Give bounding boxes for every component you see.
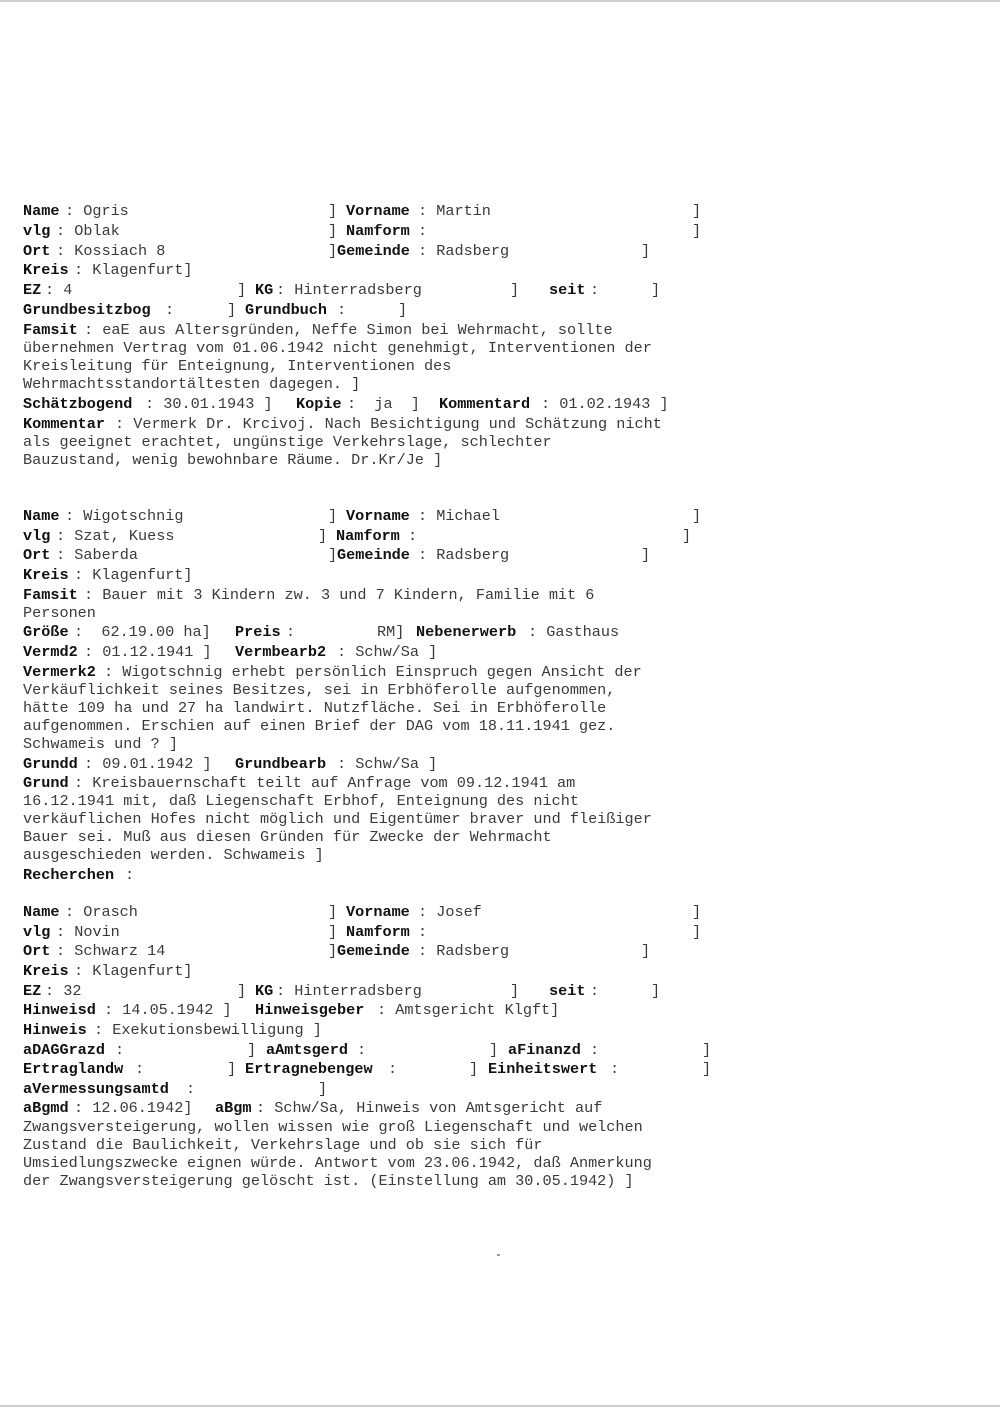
field-value: ] <box>237 982 256 1000</box>
field-value: hätte 109 ha und 27 ha landwirt. Nutzfläche. Sei in Erbhöferolle <box>23 699 607 717</box>
scan-speck <box>497 1254 500 1256</box>
field-value: ] <box>682 527 692 545</box>
field-value: : <box>418 923 428 941</box>
field-value: ] <box>237 281 256 299</box>
field-value: : Kossiach 8 <box>56 242 166 260</box>
field-label: Name <box>23 903 60 921</box>
field-label: Hinweis <box>23 1021 87 1039</box>
field-value: : Hinterradsberg <box>276 281 422 299</box>
field-label: Gemeinde <box>337 942 410 960</box>
field-value: : Klagenfurt] <box>74 962 193 980</box>
field-value: ] <box>651 982 661 1000</box>
field-label: Name <box>23 202 60 220</box>
field-value: : 32 <box>45 982 82 1000</box>
field-value: ] <box>398 301 408 319</box>
field-label: aBgm <box>215 1099 252 1117</box>
field-value: ] <box>247 1041 266 1059</box>
field-value: ] <box>692 903 702 921</box>
field-label: Ort <box>23 546 51 564</box>
field-label: Ort <box>23 242 51 260</box>
field-value: : Schw/Sa ] <box>337 755 438 773</box>
field-value: ] <box>651 281 661 299</box>
field-value: : Radsberg <box>418 546 510 564</box>
field-label: aAmtsgerd <box>266 1041 349 1059</box>
field-value: Bauer sei. Muß aus diesen Gründen für Zwecke der Wehrmacht <box>23 828 552 846</box>
field-value: : 14.05.1942 ] <box>104 1001 241 1019</box>
field-value: als geeignet erachtet, ungünstige Verkehrslage, schlechter <box>23 433 552 451</box>
field-value: : Saberda <box>56 546 139 564</box>
field-label: Größe <box>23 623 69 641</box>
field-value: : <box>186 1080 196 1098</box>
field-label: Namform <box>346 222 410 240</box>
field-value: : <box>388 1060 398 1078</box>
field-label: KG <box>255 281 274 299</box>
field-value: verkäuflichen Hofes nicht möglich und Eigentümer braver und fleißiger <box>23 810 652 828</box>
field-label: Schätzbogend <box>23 395 133 413</box>
field-label: Kreis <box>23 962 69 980</box>
field-value: : Exekutionsbewilligung ] <box>94 1021 322 1039</box>
field-value: : Radsberg <box>418 242 510 260</box>
field-label: vlg <box>23 923 51 941</box>
field-label: Grundd <box>23 755 78 773</box>
field-value: ] <box>328 903 347 921</box>
field-value: : Ogris <box>65 202 129 220</box>
field-label: Hinweisd <box>23 1001 96 1019</box>
field-value: ausgeschieden werden. Schwameis ] <box>23 846 324 864</box>
field-value: ] <box>328 507 347 525</box>
field-value: übernehmen Vertrag vom 01.06.1942 nicht genehmigt, Interventionen der <box>23 339 652 357</box>
field-label: seit <box>549 982 586 1000</box>
field-label: Nebenerwerb <box>416 623 517 641</box>
field-value: ] <box>328 923 347 941</box>
field-label: Hinweisgeber <box>255 1001 365 1019</box>
field-value: : <box>337 301 347 319</box>
field-value: : <box>610 1060 620 1078</box>
field-value: ] <box>702 1041 712 1059</box>
field-label: aFinanzd <box>508 1041 581 1059</box>
field-label: Recherchen <box>23 866 115 884</box>
field-value: Wehrmachtsstandortältesten dagegen. ] <box>23 375 361 393</box>
field-label: Kommentard <box>439 395 531 413</box>
field-label: Vorname <box>346 507 410 525</box>
field-value: : <box>286 623 296 641</box>
field-label: Einheitswert <box>488 1060 598 1078</box>
field-value: : <box>165 301 175 319</box>
field-label: Famsit <box>23 586 78 604</box>
field-value: ] <box>702 1060 712 1078</box>
field-value: : Josef <box>418 903 482 921</box>
field-label: Vermerk2 <box>23 663 96 681</box>
field-value: : <box>408 527 418 545</box>
field-label: Ort <box>23 942 51 960</box>
field-value: ] <box>510 982 520 1000</box>
field-value: : <box>135 1060 145 1078</box>
field-value: Bauzustand, wenig bewohnbare Räume. Dr.Kr/Je ] <box>23 451 443 469</box>
field-value: Verkäuflichkeit seines Besitzes, sei in Erbhöferolle aufgenommen, <box>23 681 616 699</box>
field-value: ] <box>318 1080 328 1098</box>
field-label: Grundbuch <box>245 301 328 319</box>
field-value: : <box>590 281 600 299</box>
field-value: : Schw/Sa ] <box>337 643 438 661</box>
field-label: Vermbearb2 <box>235 643 327 661</box>
field-label: Namform <box>346 923 410 941</box>
field-value: : 01.02.1943 ] <box>541 395 669 413</box>
field-value: ] <box>318 527 337 545</box>
field-label: vlg <box>23 222 51 240</box>
field-value: der Zwangsversteigerung gelöscht ist. (Einstellung am 30.05.1942) ] <box>23 1172 634 1190</box>
field-value: ] <box>227 301 246 319</box>
field-label: Gemeinde <box>337 242 410 260</box>
field-value: : Amtsgericht Klgft] <box>377 1001 560 1019</box>
field-value: : Schwarz 14 <box>56 942 166 960</box>
field-value: ] <box>469 1060 488 1078</box>
field-label: seit <box>549 281 586 299</box>
field-label: EZ <box>23 281 42 299</box>
field-value: ] <box>692 923 702 941</box>
field-value: : Oblak <box>56 222 120 240</box>
field-label: Vorname <box>346 202 410 220</box>
field-value: ] <box>227 1060 246 1078</box>
field-label: Preis <box>235 623 281 641</box>
field-value: : 62.19.00 ha] <box>74 623 220 641</box>
field-value: : Martin <box>418 202 491 220</box>
field-label: Gemeinde <box>337 546 410 564</box>
field-value: ] <box>692 202 702 220</box>
field-value: : Novin <box>56 923 120 941</box>
field-label: Ertraglandw <box>23 1060 124 1078</box>
field-label: Kommentar <box>23 415 106 433</box>
field-label: Vermd2 <box>23 643 78 661</box>
field-value: ] <box>641 546 651 564</box>
field-label: KG <box>255 982 274 1000</box>
field-value: : <box>125 866 135 884</box>
field-value: : eaE aus Altersgründen, Neffe Simon bei Wehrmacht, sollte <box>84 321 613 339</box>
field-value: ] <box>641 242 651 260</box>
field-value: Personen <box>23 604 96 622</box>
field-value: Zwangsversteigerung, wollen wissen wie groß Liegenschaft und welchen <box>23 1118 643 1136</box>
field-value: : Kreisbauernschaft teilt auf Anfrage vom 09.12.1941 am <box>74 774 576 792</box>
field-value: Schwameis und ? ] <box>23 735 178 753</box>
field-value: ] <box>510 281 520 299</box>
field-value: : <box>357 1041 367 1059</box>
scan-bottom-edge <box>0 1405 1000 1407</box>
field-value: : Gasthaus <box>528 623 620 641</box>
field-label: Famsit <box>23 321 78 339</box>
field-value: : Klagenfurt] <box>74 261 193 279</box>
field-value: : Hinterradsberg <box>276 982 422 1000</box>
field-label: EZ <box>23 982 42 1000</box>
field-label: Grund <box>23 774 69 792</box>
field-label: vlg <box>23 527 51 545</box>
scan-top-edge <box>0 0 1000 2</box>
field-value: : Wigotschnig <box>65 507 184 525</box>
field-label: aVermessungsamtd <box>23 1080 169 1098</box>
field-value: : 30.01.1943 ] <box>145 395 282 413</box>
field-value: : <box>115 1041 125 1059</box>
field-value: : 09.01.1942 ] <box>84 755 221 773</box>
field-value: : 4 <box>45 281 73 299</box>
field-label: Grundbearb <box>235 755 327 773</box>
field-label: Grundbesitzbog <box>23 301 151 319</box>
field-value: ] <box>328 942 338 960</box>
field-value: ] <box>328 546 338 564</box>
field-label: aBgmd <box>23 1099 69 1117</box>
field-value: Kreisleitung für Enteignung, Interventionen des <box>23 357 452 375</box>
field-value: ] <box>328 202 347 220</box>
field-value: ] <box>692 222 702 240</box>
field-label: Name <box>23 507 60 525</box>
field-value: 16.12.1941 mit, daß Liegenschaft Erbhof, Enteignung des nicht <box>23 792 579 810</box>
field-value: : 01.12.1941 ] <box>84 643 221 661</box>
field-label: Kopie <box>296 395 342 413</box>
field-value: : <box>418 222 428 240</box>
field-value: : 12.06.1942] <box>74 1099 202 1117</box>
field-value: : Radsberg <box>418 942 510 960</box>
field-value: ] <box>489 1041 508 1059</box>
field-value: aufgenommen. Erschien auf einen Brief der DAG vom 18.11.1941 gez. <box>23 717 616 735</box>
field-value: : Szat, Kuess <box>56 527 175 545</box>
field-label: Kreis <box>23 261 69 279</box>
field-value: ] <box>328 222 347 240</box>
field-value: : Klagenfurt] <box>74 566 193 584</box>
field-value: : <box>590 1041 600 1059</box>
field-value: ] <box>641 942 651 960</box>
field-value: : Michael <box>418 507 501 525</box>
field-value: Zustand die Baulichkeit, Verkehrslage und ob sie sich für <box>23 1136 543 1154</box>
field-value: Umsiedlungszwecke eignen würde. Antwort vom 23.06.1942, daß Anmerkung <box>23 1154 652 1172</box>
field-value: : Orasch <box>65 903 138 921</box>
field-value: : Wigotschnig erhebt persönlich Einspruch gegen Ansicht der <box>104 663 642 681</box>
field-value: : Bauer mit 3 Kindern zw. 3 und 7 Kindern, Familie mit 6 <box>84 586 595 604</box>
field-value: RM] <box>377 623 414 641</box>
field-value: : ja ] <box>347 395 430 413</box>
field-label: Kreis <box>23 566 69 584</box>
field-value: : Schw/Sa, Hinweis von Amtsgericht auf <box>256 1099 603 1117</box>
field-label: Ertragnebengew <box>245 1060 373 1078</box>
field-label: aDAGGrazd <box>23 1041 106 1059</box>
field-label: Namform <box>336 527 400 545</box>
field-value: : <box>590 982 600 1000</box>
field-value: : Vermerk Dr. Krcivoj. Nach Besichtigung und Schätzung nicht <box>115 415 662 433</box>
field-label: Vorname <box>346 903 410 921</box>
field-value: ] <box>692 507 702 525</box>
field-value: ] <box>328 242 338 260</box>
